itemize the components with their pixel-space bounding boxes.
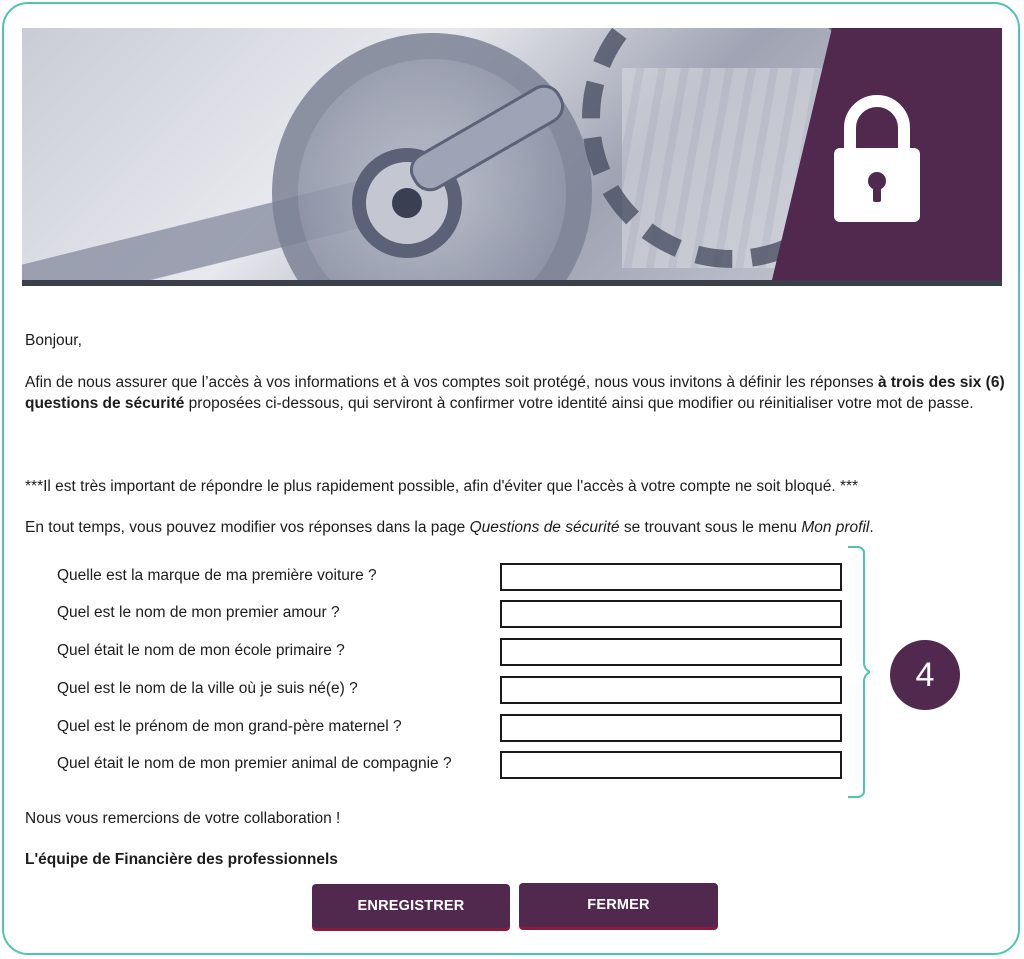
answer-input-birth-city[interactable]	[500, 676, 842, 704]
question-row	[57, 714, 847, 744]
questions-bracket	[848, 546, 870, 798]
thanks-text: Nous vous remercions de votre collaboration !	[25, 810, 341, 827]
anytime-text-middle: se trouvant sous le menu	[619, 519, 802, 536]
intro-emphasis: à trois des six (6) questions de sécurité	[25, 374, 1005, 412]
banner-bottom-bar	[22, 280, 1002, 286]
question-row	[57, 600, 847, 630]
intro-paragraph	[25, 372, 1015, 414]
question-row	[57, 563, 847, 593]
close-button[interactable]: FERMER	[519, 883, 718, 927]
intro-text: Afin de nous assurer que l’accès à vos informations et à vos comptes soit protégé, nous vous invitons à définir les réponses	[25, 374, 878, 391]
step-number-badge: 4	[890, 640, 960, 710]
signature-text: L'équipe de Financière des professionnels	[25, 851, 338, 868]
security-questions-page-ref: Questions de sécurité	[469, 519, 620, 536]
question-label: Quel était le nom de mon premier animal de compagnie ?	[57, 755, 452, 772]
answer-input-grandfather-name[interactable]	[500, 714, 842, 742]
question-label: Quelle est la marque de ma première voiture ?	[57, 567, 377, 584]
question-row	[57, 751, 847, 781]
answer-input-primary-school[interactable]	[500, 638, 842, 666]
anytime-text: En tout temps, vous pouvez modifier vos réponses dans la page	[25, 519, 470, 536]
anytime-paragraph	[25, 517, 1015, 538]
warning-text: ***Il est très important de répondre le plus rapidement possible, afin d'éviter que l'accès à votre compte ne soit bloqué. ***	[25, 478, 859, 495]
banner-gear-pin	[392, 188, 422, 218]
anytime-text-end: .	[869, 519, 874, 536]
question-label: Quel était le nom de mon école primaire ?	[57, 642, 345, 659]
question-row	[57, 638, 847, 668]
profile-menu-ref: Mon profil	[801, 519, 870, 536]
greeting-text: Bonjour,	[25, 332, 82, 349]
question-label: Quel est le nom de la ville où je suis né(e) ?	[57, 680, 358, 697]
question-label: Quel est le prénom de mon grand-père maternel ?	[57, 718, 402, 735]
question-row	[57, 676, 847, 706]
answer-input-first-pet[interactable]	[500, 751, 842, 779]
intro-text-end: proposées ci-dessous, qui serviront à confirmer votre identité ainsi que modifier ou réinitialiser votre mot de passe.	[184, 395, 974, 412]
save-button[interactable]: ENREGISTRER	[312, 884, 510, 928]
answer-input-first-car[interactable]	[500, 563, 842, 591]
lock-icon	[832, 88, 922, 228]
question-label: Quel est le nom de mon premier amour ?	[57, 604, 340, 621]
answer-input-first-love[interactable]	[500, 600, 842, 628]
